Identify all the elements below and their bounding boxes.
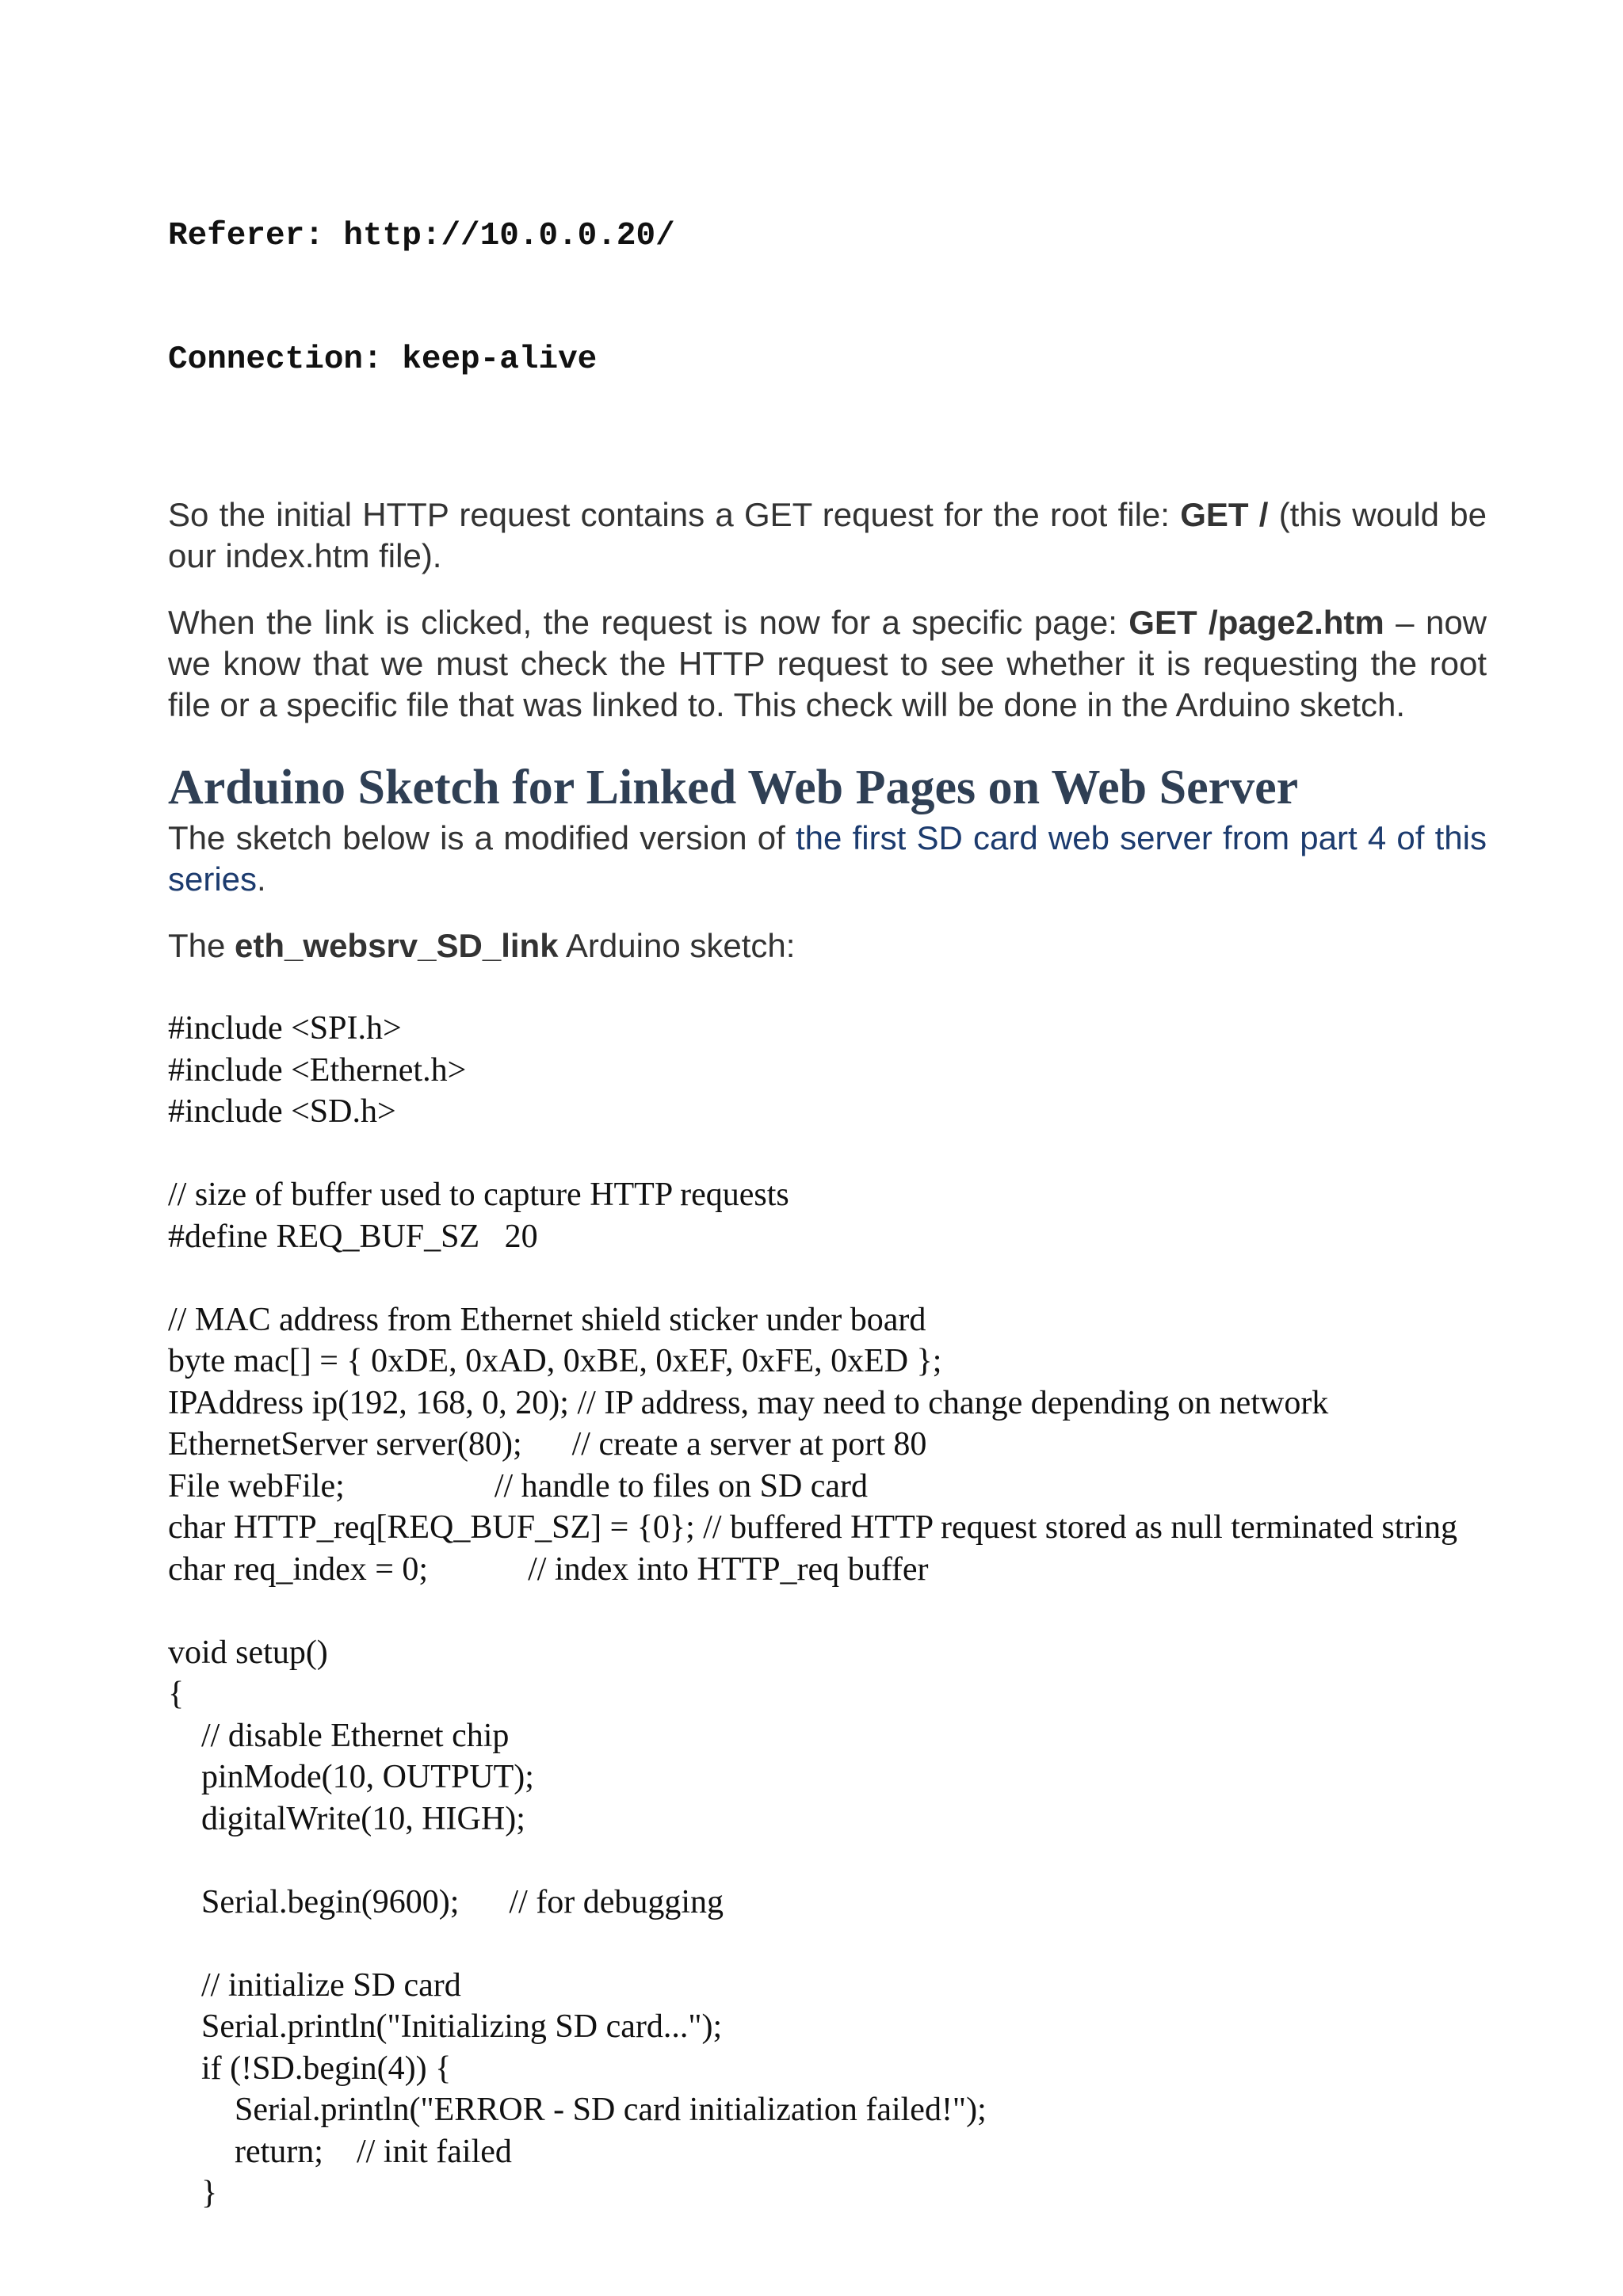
code-line <box>168 1257 1487 1299</box>
code-line: } <box>168 2175 218 2211</box>
paragraph-sketch-name <box>168 925 1487 967</box>
code-line: #include <Ethernet.h> <box>168 1051 467 1089</box>
http-header-line: Connection: keep-alive <box>168 341 598 378</box>
code-line: char req_index = 0; // index into HTTP_req buffer <box>168 1550 929 1588</box>
paragraph-text: The sketch below is a modified version of <box>168 819 796 856</box>
code-line: void setup() <box>168 1634 328 1671</box>
code-line <box>168 1840 1487 1882</box>
paragraph-text: So the initial HTTP request contains a GET request for the root file: <box>168 496 1181 533</box>
paragraph-text: (this would be our index.htm file). <box>168 496 1487 574</box>
http-header-block <box>168 133 1487 463</box>
http-header-line: Referer: http://10.0.0.20/ <box>168 218 675 254</box>
bold-sketch-name: eth_websrv_SD_link <box>235 927 559 964</box>
section-heading: Arduino Sketch for Linked Web Pages on Web Server <box>168 761 1299 814</box>
code-line: // size of buffer used to capture HTTP requests <box>168 1177 789 1213</box>
code-line: #include <SD.h> <box>168 1093 396 1130</box>
paragraph-text: – now we know that we must check the HTTP request to see whether it is requesting the root file or a specific file that was linked to. This check will be done in the Arduino sketch. <box>168 604 1487 723</box>
code-line: File webFile; // handle to files on SD card <box>168 1467 869 1505</box>
paragraph-text: When the link is clicked, the request is now for a specific page: <box>168 604 1129 641</box>
paragraph-link-clicked <box>168 602 1487 726</box>
bold-code-get-page2: GET /page2.htm <box>1128 604 1384 641</box>
code-line: Serial.println("Initializing SD card..."); <box>168 2008 723 2045</box>
code-line: byte mac[] = { 0xDE, 0xAD, 0xBE, 0xEF, 0xFE, 0xED }; <box>168 1343 942 1379</box>
code-line: EthernetServer server(80); // create a server at port 80 <box>168 1426 927 1463</box>
paragraph-sketch-intro <box>168 818 1487 900</box>
code-line <box>168 1133 1487 1175</box>
code-line: #define REQ_BUF_SZ 20 <box>168 1218 538 1255</box>
code-line: // disable Ethernet chip <box>168 1717 510 1754</box>
paragraph-text: The <box>168 927 235 964</box>
part4-series-link[interactable]: the first SD card web server from part 4 of this series <box>168 819 1487 898</box>
code-line: Serial.println("ERROR - SD card initialization failed!"); <box>168 2092 987 2128</box>
code-line <box>168 1590 1487 1632</box>
code-line: { <box>168 1676 185 1712</box>
paragraph-text: . <box>257 860 266 898</box>
code-line: pinMode(10, OUTPUT); <box>168 1759 534 1795</box>
paragraph-initial-request <box>168 494 1487 577</box>
code-line <box>168 1923 1487 1965</box>
code-line: #include <SPI.h> <box>168 1010 402 1047</box>
bold-code-get-root: GET / <box>1180 496 1269 533</box>
code-line: return; // init failed <box>168 2133 512 2170</box>
paragraph-text: Arduino sketch: <box>558 927 796 964</box>
code-line: // MAC address from Ethernet shield sticker under board <box>168 1301 926 1338</box>
code-line: digitalWrite(10, HIGH); <box>168 1800 525 1837</box>
code-line: Serial.begin(9600); // for debugging <box>168 1883 724 1920</box>
document-page <box>168 133 1487 2214</box>
code-listing <box>168 1008 1487 2214</box>
code-line: IPAddress ip(192, 168, 0, 20); // IP address, may need to change depending on network <box>168 1384 1329 1421</box>
code-line: char HTTP_req[REQ_BUF_SZ] = {0}; // buffered HTTP request stored as null terminated string <box>168 1509 1458 1546</box>
code-line: // initialize SD card <box>168 1966 461 2004</box>
code-line: if (!SD.begin(4)) { <box>168 2050 452 2087</box>
